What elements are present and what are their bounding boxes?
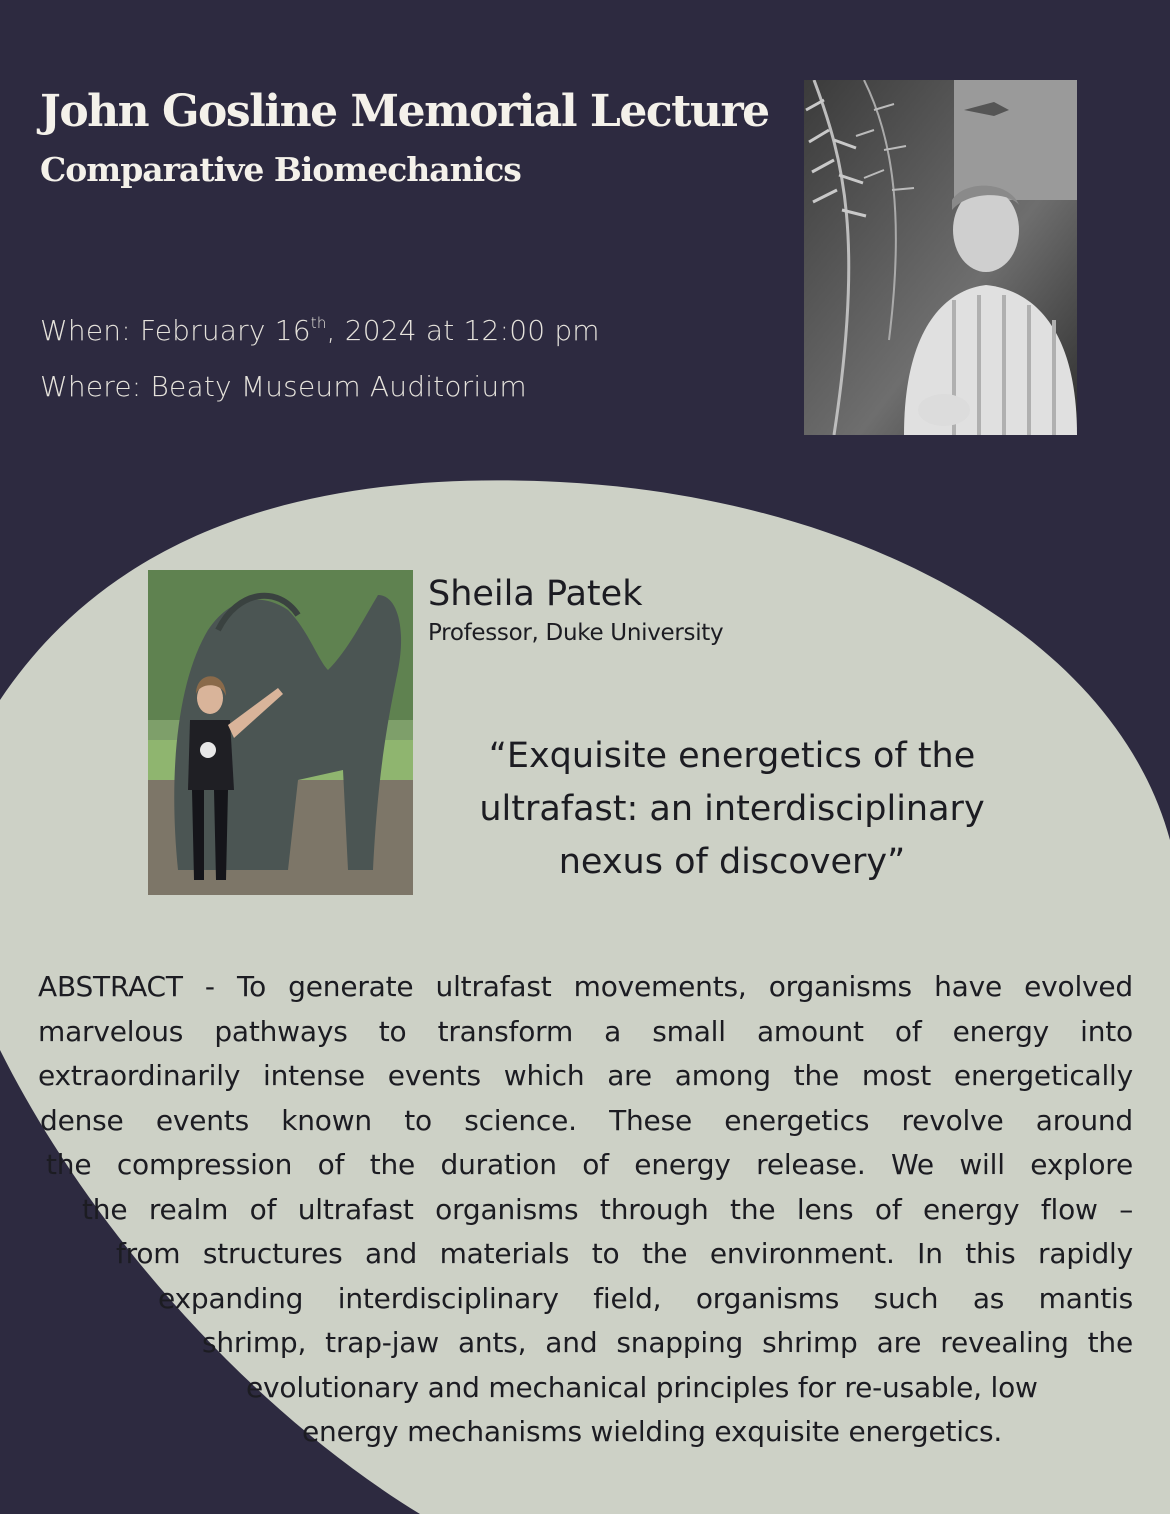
john-gosline-photo — [804, 80, 1077, 435]
abstract-line: from structures and materials to the environment. In this rapidly — [116, 1237, 1133, 1270]
patek-photo-illustration — [148, 570, 413, 895]
gosline-photo-illustration — [804, 80, 1077, 435]
speaker-role: Professor, Duke University — [428, 620, 724, 646]
abstract-line: ABSTRACT - To generate ultrafast movements, organisms have evolved — [38, 970, 1133, 1003]
when-ordinal: th — [310, 314, 327, 332]
lecture-title: John Gosline Memorial Lecture — [40, 86, 769, 137]
when-suffix: , 2024 at 12:00 pm — [326, 314, 600, 347]
abstract-line: shrimp, trap-jaw ants, and snapping shrimp are revealing the — [202, 1326, 1133, 1359]
event-when — [40, 314, 600, 347]
abstract-text — [38, 965, 1133, 1455]
talk-title — [432, 730, 1032, 889]
abstract-line: extraordinarily intense events which are among the most energetically — [38, 1059, 1133, 1092]
talk-title-line: “Exquisite energetics of the — [488, 736, 976, 776]
when-prefix: When: February 16 — [40, 314, 311, 347]
abstract-line: dense events known to science. These energetics revolve around — [40, 1103, 1133, 1137]
speaker-name: Sheila Patek — [428, 574, 643, 614]
abstract-line: energy mechanisms wielding exquisite energetics. — [302, 1415, 1003, 1448]
abstract-line: expanding interdisciplinary field, organisms such as mantis — [158, 1281, 1133, 1315]
event-where: Where: Beaty Museum Auditorium — [40, 370, 527, 403]
talk-title-line: ultrafast: an interdisciplinary — [479, 789, 985, 829]
abstract-line: marvelous pathways to transform a small amount of energy into — [38, 1014, 1133, 1048]
abstract-line: the compression of the duration of energy release. We will explore — [46, 1148, 1133, 1181]
abstract-line: evolutionary and mechanical principles for re-usable, low — [246, 1370, 1038, 1404]
lecture-subtitle: Comparative Biomechanics — [40, 150, 521, 189]
sheila-patek-photo — [148, 570, 413, 895]
talk-title-line: nexus of discovery” — [558, 842, 906, 882]
abstract-line: the realm of ultrafast organisms through the lens of energy flow – — [82, 1192, 1133, 1226]
